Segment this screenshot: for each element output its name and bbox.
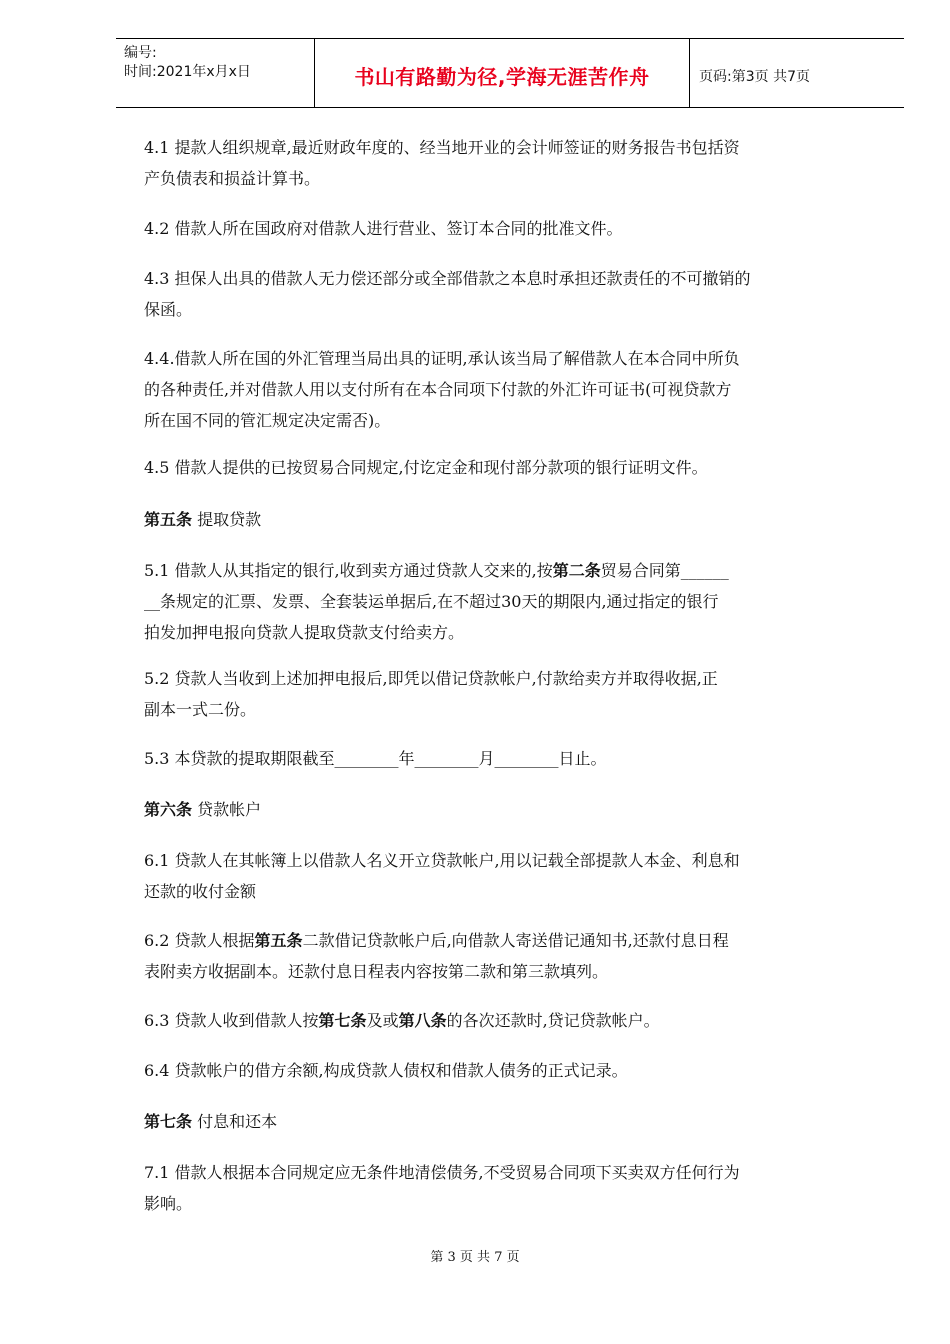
clause-text: 贸易合同第______ (600, 561, 729, 580)
clause-6-1 (144, 845, 872, 907)
header-page-label: 页码:第3页 共7页 (699, 69, 810, 85)
header-meta-cell (116, 39, 315, 107)
clause-7-1 (144, 1157, 872, 1219)
article-5-heading (144, 506, 261, 534)
clause-line: 6.1 贷款人在其帐簿上以借款人名义开立贷款帐户,用以记载全部提款人本金、利息和 (144, 851, 740, 870)
clause-line: 所在国不同的管汇规定决定需否)。 (144, 411, 391, 430)
clause-6-3 (144, 1005, 872, 1036)
clause-6-4 (144, 1055, 872, 1086)
document-header (116, 38, 904, 108)
clause-6-2 (144, 925, 872, 987)
clause-4-4 (144, 343, 872, 436)
clause-text: 6.2 贷款人根据 (144, 931, 255, 950)
article-7-heading (144, 1108, 277, 1136)
clause-line: 5.3 本贷款的提取期限截至________年________月________日止。 (144, 749, 607, 768)
page-footer: 第 3 页 共 7 页 (430, 1250, 520, 1265)
clause-4-2 (144, 213, 872, 244)
article-reference: 第五条 (254, 931, 303, 950)
clause-4-3 (144, 263, 872, 325)
clause-line: 保函。 (144, 300, 193, 319)
clause-line (144, 1005, 872, 1036)
clause-text: 的各次还款时,贷记贷款帐户。 (446, 1011, 660, 1030)
clause-line: 5.2 贷款人当收到上述加押电报后,即凭以借记贷款帐户,付款给卖方并取得收据,正 (144, 669, 718, 688)
header-motto: 书山有路勤为径,学海无涯苦作舟 (354, 65, 650, 89)
clause-line: 还款的收付金额 (144, 882, 257, 901)
article-title: 提取贷款 (197, 510, 262, 529)
clause-line: 4.2 借款人所在国政府对借款人进行营业、签订本合同的批准文件。 (144, 219, 623, 238)
article-reference: 第八条 (398, 1011, 447, 1030)
clause-line: 拍发加押电报向贷款人提取贷款支付给卖方。 (144, 623, 465, 642)
article-number: 第六条 (144, 800, 193, 819)
clause-4-5 (144, 452, 872, 483)
clause-5-3 (144, 743, 872, 774)
clause-line (144, 925, 872, 956)
article-number: 第五条 (144, 510, 193, 529)
clause-line: 副本一式二份。 (144, 700, 257, 719)
clause-line: __条规定的汇票、发票、全套装运单据后,在不超过30天的期限内,通过指定的银行 (144, 592, 719, 611)
clause-text: 5.1 借款人从其指定的银行,收到卖方通过贷款人交来的,按 (144, 561, 553, 580)
clause-line: 影响。 (144, 1194, 193, 1213)
clause-line: 4.1 提款人组织规章,最近财政年度的、经当地开业的会计师签证的财务报告书包括资 (144, 138, 740, 157)
document-time-label: 时间:2021年x月x日 (124, 64, 251, 80)
article-reference: 第七条 (318, 1011, 367, 1030)
clause-line: 的各种责任,并对借款人用以支付所有在本合同项下付款的外汇许可证书(可视贷款方 (144, 380, 732, 399)
clause-text: 及或 (366, 1011, 399, 1030)
clause-line: 表附卖方收据副本。还款付息日程表内容按第二款和第三款填列。 (144, 962, 609, 981)
article-6-heading (144, 796, 261, 824)
clause-4-1 (144, 132, 872, 194)
clause-5-2 (144, 663, 872, 725)
article-number: 第七条 (144, 1112, 193, 1131)
article-title: 付息和还本 (197, 1112, 278, 1131)
header-page-cell (690, 39, 904, 107)
clause-line: 4.3 担保人出具的借款人无力偿还部分或全部借款之本息时承担还款责任的不可撤销的 (144, 269, 751, 288)
clause-line: 4.5 借款人提供的已按贸易合同规定,付讫定金和现付部分款项的银行证明文件。 (144, 458, 708, 477)
clause-line (144, 555, 872, 586)
clause-line: 4.4.借款人所在国的外汇管理当局出具的证明,承认该当局了解借款人在本合同中所负 (144, 349, 740, 368)
header-motto-cell (315, 39, 690, 107)
clause-line: 7.1 借款人根据本合同规定应无条件地清偿债务,不受贸易合同项下买卖双方任何行为 (144, 1163, 740, 1182)
document-number-label: 编号: (124, 45, 157, 61)
article-reference: 第二条 (552, 561, 601, 580)
clause-text: 二款借记贷款帐户后,向借款人寄送借记通知书,还款付息日程 (302, 931, 729, 950)
clause-line: 产负债表和损益计算书。 (144, 169, 321, 188)
article-title: 贷款帐户 (197, 800, 262, 819)
clause-text: 6.3 贷款人收到借款人按 (144, 1011, 319, 1030)
clause-5-1 (144, 555, 872, 648)
clause-line: 6.4 贷款帐户的借方余额,构成贷款人债权和借款人债务的正式记录。 (144, 1061, 628, 1080)
